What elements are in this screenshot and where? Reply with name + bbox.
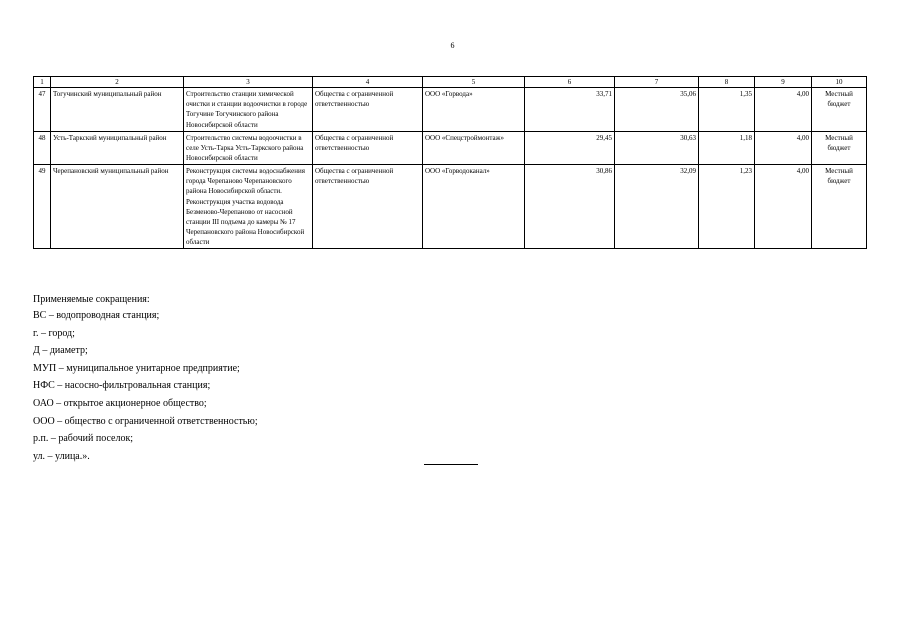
project-cell: Строительство системы водоочистки в селе Усть-Тарка Усть-Таркского района Новосибирской области: [184, 131, 313, 164]
district-cell: Тогучинский муниципальный район: [51, 88, 184, 132]
column-header: 1: [34, 77, 51, 88]
value-cell: 1,23: [699, 165, 755, 249]
org-type-cell: Общества с ограниченной ответственностью: [313, 131, 423, 164]
column-header: 3: [184, 77, 313, 88]
column-header: 7: [615, 77, 699, 88]
list-item: ВС – водопроводная станция;: [33, 310, 160, 321]
table-header-row: [34, 77, 867, 88]
district-cell: Усть-Таркский муниципальный район: [51, 131, 184, 164]
value-cell: 32,09: [615, 165, 699, 249]
value-cell: 1,35: [699, 88, 755, 132]
list-item: НФС – насосно-фильтровальная станция;: [33, 380, 211, 392]
data-table: [33, 76, 867, 249]
value-cell: 30,63: [615, 131, 699, 164]
table-row: [34, 88, 867, 132]
list-item: р.п. – рабочий поселок;: [33, 433, 134, 445]
company-cell: ООО «Горводоканал»: [423, 165, 525, 249]
project-cell: Строительство станции химической очистки и станции водоочистки в городе Тогучине Тогучинского района Новосибирской области: [184, 88, 313, 132]
abbreviations-section: [33, 293, 258, 465]
list-item: МУП – муниципальное унитарное предприятие;: [33, 362, 240, 374]
value-cell: 33,71: [525, 88, 615, 132]
budget-cell: Местный бюджет: [812, 165, 867, 249]
abbreviations-list: [33, 307, 258, 465]
column-header: 9: [755, 77, 812, 88]
row-number: 47: [34, 88, 51, 132]
list-item: ОАО – открытое акционерное общество;: [33, 397, 207, 409]
project-cell: Реконструкция системы водоснабжения города Черепаново Черепановского района Новосибирской области. Реконструкция участка водовода Безменово-Черепаново от насосной станции III подъема до камеры № 17 Черепановского района Новосибирской области: [184, 165, 313, 249]
list-item: г. – город;: [33, 327, 75, 339]
column-header: 10: [812, 77, 867, 88]
column-header: 4: [313, 77, 423, 88]
row-number: 48: [34, 131, 51, 164]
table-row: [34, 165, 867, 249]
district-cell: Черепановский муниципальный район: [51, 165, 184, 249]
budget-cell: Местный бюджет: [812, 88, 867, 132]
value-cell: 4,00: [755, 88, 812, 132]
end-rule: [424, 464, 478, 465]
value-cell: 4,00: [755, 131, 812, 164]
value-cell: 4,00: [755, 165, 812, 249]
list-item: Д – диаметр;: [33, 345, 88, 357]
budget-cell: Местный бюджет: [812, 131, 867, 164]
value-cell: 29,45: [525, 131, 615, 164]
org-type-cell: Общества с ограниченной ответственностью: [313, 88, 423, 132]
page-number: 6: [450, 41, 455, 50]
column-header: 2: [51, 77, 184, 88]
value-cell: 35,06: [615, 88, 699, 132]
column-header: 5: [423, 77, 525, 88]
table-row: [34, 131, 867, 164]
value-cell: 1,18: [699, 131, 755, 164]
column-header: 8: [699, 77, 755, 88]
value-cell: 30,86: [525, 165, 615, 249]
row-number: 49: [34, 165, 51, 249]
column-header: 6: [525, 77, 615, 88]
list-item: ул. – улица.».: [33, 450, 90, 462]
abbreviations-heading: Применяемые сокращения:: [33, 294, 150, 305]
company-cell: ООО «Горвода»: [423, 88, 525, 132]
list-item: ООО – общество с ограниченной ответственностью;: [33, 415, 258, 427]
org-type-cell: Общества с ограниченной ответственностью: [313, 165, 423, 249]
company-cell: ООО «Спецстроймонтаж»: [423, 131, 525, 164]
